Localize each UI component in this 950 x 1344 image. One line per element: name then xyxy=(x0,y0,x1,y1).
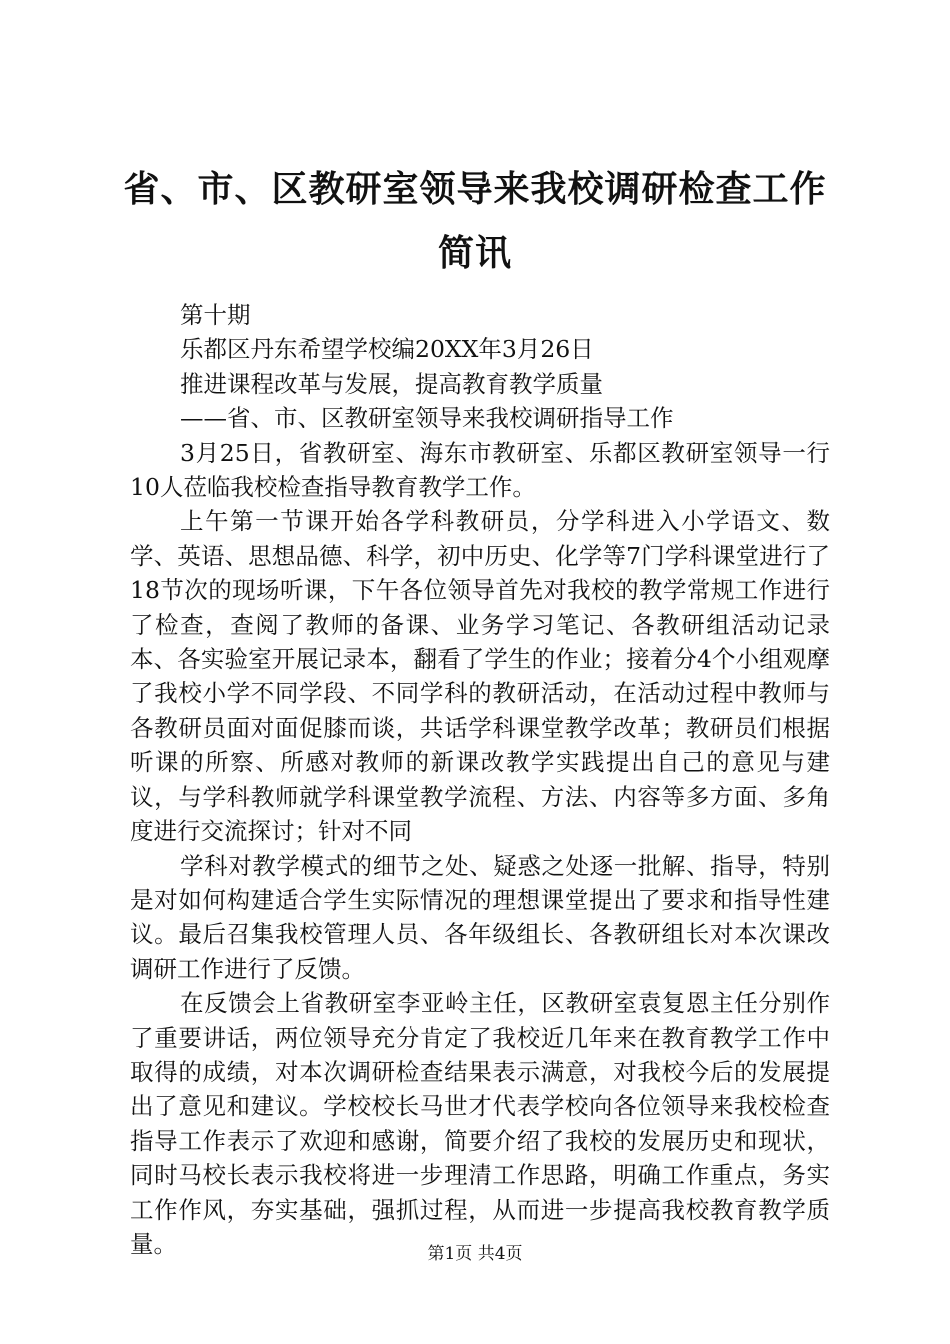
headline: 推进课程改革与发展，提高教育教学质量 xyxy=(180,369,603,398)
paragraph: 上午第一节课开始各学科教研员，分学科进入小学语文、数学、英语、思想品德、科学，初中历史、化学等7门学科课堂进行了18节次的现场听课，下午各位领导首先对我校的教学常规工作进行了检查，查阅了教师的备课、业务学习笔记、各教研组活动记录本、各实验室开展记录本，翻看了学生的作业；接着分4个小组观摩了我校小学不同学段、不同学科的教研活动，在活动过程中教师与各教研员面对面促膝而谈，共话学科课堂教学改革；教研员们根据听课的所察、所感对教师的新课改教学实践提出自己的意见与建议，与学科教师就学科课堂教学流程、方法、内容等多方面、多角度进行交流探讨；针对不同 xyxy=(130,507,830,846)
issue-number: 第十期 xyxy=(180,301,251,329)
document-title: 省、市、区教研室领导来我校调研检查工作简讯 xyxy=(123,168,827,274)
paragraph: 在反馈会上省教研室李亚岭主任，区教研室袁复恩主任分别作了重要讲话，两位领导充分肯定了我校近几年来在教育教学工作中取得的成绩，对本次调研检查结果表示满意，对我校今后的发展提出了意见和建议。学校校长马世才代表学校向各位领导来我校检查指导工作表示了欢迎和感谢，简要介绍了我校的发展历史和现状，同时马校长表示我校将进一步理清工作思路，明确工作重点，务实工作作风，夯实基础，强抓过程，从而进一步提高我校教育教学质量。 xyxy=(130,989,830,1258)
document-body xyxy=(130,298,830,1261)
paragraph: 3月25日，省教研室、海东市教研室、乐都区教研室领导一行10人莅临我校检查指导教育教学工作。 xyxy=(130,438,830,502)
page-footer: 第1页 共4页 xyxy=(427,1244,523,1264)
paragraph: 学科对教学模式的细节之处、疑惑之处逐一批解、指导，特别是对如何构建适合学生实际情况的理想课堂提出了要求和指导性建议。最后召集我校管理人员、各年级组长、各教研组长对本次课改调研工作进行了反馈。 xyxy=(130,851,830,983)
byline: 乐都区丹东希望学校编20XX年3月26日 xyxy=(180,335,594,364)
subheadline: ——省、市、区教研室领导来我校调研指导工作 xyxy=(180,404,674,433)
